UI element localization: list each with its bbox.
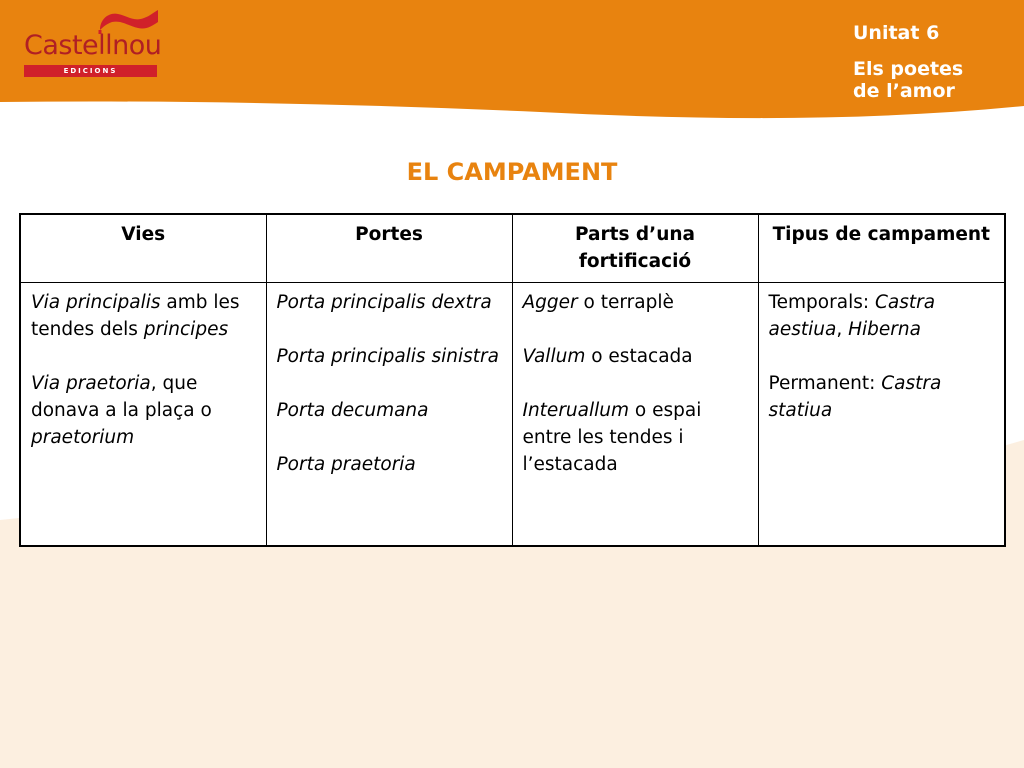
cell-parts — [512, 283, 758, 547]
latin-term: Via principalis — [31, 292, 161, 313]
latin-term: Porta principalis sinistra — [276, 346, 499, 367]
logo-subtitle: EDICIONS — [24, 65, 157, 77]
portes-paragraph — [277, 343, 502, 370]
latin-term: Castra statiua — [768, 373, 942, 421]
tipus-paragraph — [769, 289, 995, 343]
latin-term: Hiberna — [848, 319, 921, 340]
latin-term: Via praetoria — [31, 373, 151, 394]
latin-term: Porta decumana — [276, 400, 429, 421]
portes-paragraph — [277, 397, 502, 424]
castellnou-logo — [20, 8, 165, 80]
page-title: EL CAMPAMENT — [406, 158, 618, 186]
cell-portes — [266, 283, 512, 547]
cell-text: Temporals: — [768, 292, 875, 313]
unit-info — [853, 22, 963, 102]
cell-text: o estacada — [585, 346, 693, 367]
unit-label: Unitat 6 — [853, 22, 940, 44]
cell-text: , — [836, 319, 849, 340]
latin-term: Porta praetoria — [276, 454, 416, 475]
cell-tipus — [758, 283, 1005, 547]
column-header-tipus: Tipus de campament — [758, 214, 1005, 283]
cell-text: , que donava a la plaça o — [31, 373, 212, 421]
portes-paragraph — [277, 289, 502, 316]
table-header-row — [20, 214, 1005, 283]
vies-paragraph — [31, 370, 256, 451]
column-header-vies: Vies — [20, 214, 266, 283]
column-header-portes: Portes — [266, 214, 512, 283]
column-header-parts: Parts d’una fortificació — [512, 214, 758, 283]
table-row — [20, 283, 1005, 547]
portes-paragraph — [277, 451, 502, 478]
tipus-paragraph — [769, 370, 995, 424]
cell-text: o espai entre les tendes i l’estacada — [522, 400, 702, 475]
latin-term: Vallum — [522, 346, 586, 367]
parts-paragraph — [523, 289, 748, 316]
latin-term: Agger — [522, 292, 578, 313]
latin-term: Castra aestiua — [768, 292, 936, 340]
camp-table — [19, 213, 1006, 547]
cell-text: o terraplè — [577, 292, 674, 313]
cell-text: Permanent: — [768, 373, 882, 394]
chapter-title-line1: Els poetes — [853, 58, 964, 80]
latin-term: praetorium — [31, 427, 135, 448]
latin-term: principes — [143, 319, 229, 340]
latin-term: Porta principalis dextra — [276, 292, 492, 313]
chapter-title-line2: de l’amor — [853, 80, 955, 102]
latin-term: Interuallum — [522, 400, 630, 421]
cell-text: amb les tendes dels — [31, 292, 240, 340]
parts-paragraph — [523, 397, 748, 478]
logo-wordmark: Castellnou — [24, 30, 162, 61]
vies-paragraph — [31, 289, 256, 343]
parts-paragraph — [523, 343, 748, 370]
cell-vies — [20, 283, 266, 547]
